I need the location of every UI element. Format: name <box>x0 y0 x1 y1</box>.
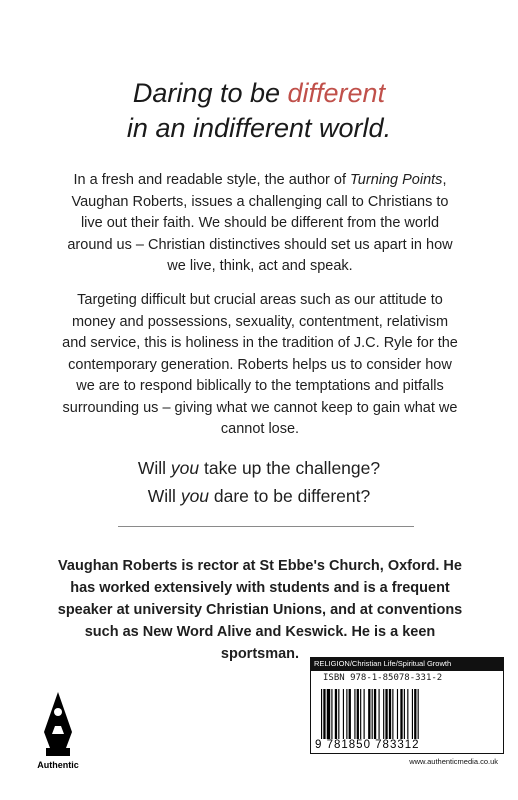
barcode-bar <box>321 689 322 741</box>
challenge-question-2: Will you dare to be different? <box>147 486 371 506</box>
barcode-bar <box>372 689 373 741</box>
barcode-bar <box>343 689 344 741</box>
tagline-line-2: in an indifferent world. <box>126 113 392 143</box>
publisher-name: Authentic <box>37 760 79 770</box>
tagline-text: Daring to be <box>132 78 288 108</box>
barcode-bar <box>412 689 413 741</box>
book-title-reference: Turning Points <box>350 172 443 188</box>
barcode-bar <box>346 689 347 741</box>
barcode-bar <box>379 689 380 741</box>
barcode-bar <box>383 689 384 741</box>
barcode-bar <box>354 689 355 741</box>
barcode-bar <box>414 689 416 741</box>
barcode-bar <box>349 689 351 741</box>
barcode-bar <box>323 689 325 741</box>
barcode-bar <box>400 689 402 741</box>
blurb-paragraph-2: Targeting difficult but crucial areas such as our attitude to money and possessions, sexuality, contentment, relativism and service, this is holiness in the tradition of J.C. Ryle for the contemporary generation. Roberts helps us to consider how we are to respond biblically to the temptations and pitfalls surrounding us – giving what we cannot keep to gain what we cannot lose. <box>62 292 458 437</box>
barcode-bar <box>397 689 398 741</box>
challenge-question-1: Will you take up the challenge? <box>137 458 381 478</box>
barcode-bar <box>331 689 332 741</box>
barcode-bar <box>327 689 330 741</box>
barcode-bar <box>392 689 393 741</box>
challenge-questions <box>0 454 518 510</box>
tagline-accent-word: different <box>287 78 386 108</box>
isbn-label: ISBN 978-1-85078-331-2 <box>310 671 504 686</box>
barcode-bar <box>404 689 405 741</box>
author-bio: Vaughan Roberts is rector at St Ebbe's Church, Oxford. He has worked extensively with students and is a frequent speaker at university Christian Unions, and at conventions such as New Word Alive and Keswick. He is a keen sportsman. <box>57 558 463 662</box>
barcode-bar <box>360 689 361 741</box>
publisher-logo <box>28 690 88 770</box>
barcode-bar <box>357 689 359 741</box>
barcode-bar <box>407 689 408 741</box>
bisac-category: RELIGION/Christian Life/Spiritual Growth <box>310 657 504 671</box>
tagline <box>0 76 518 146</box>
barcode-digits: 9 781850 783312 <box>315 739 424 751</box>
barcode-bar <box>389 689 391 741</box>
barcode-area <box>310 686 504 754</box>
barcode-bar <box>368 689 370 741</box>
tagline-line-1 <box>0 76 518 111</box>
barcode-bar <box>418 689 419 741</box>
publisher-url: www.authenticmedia.co.uk <box>409 757 498 766</box>
barcode-bar <box>335 689 337 741</box>
divider-rule <box>118 526 414 527</box>
barcode-bar <box>338 689 339 741</box>
barcode-bars <box>321 689 493 741</box>
authentic-a-logo-icon <box>28 690 88 760</box>
barcode-bar <box>374 689 376 741</box>
barcode-block <box>310 657 504 769</box>
barcode-bar <box>385 689 387 741</box>
barcode-bar <box>364 689 365 741</box>
blurb-paragraph-1: In a fresh and readable style, the author of Turning Points, Vaughan Roberts, issues a challenging call to Christians to live out their faith. We should be different from the world around us – Christian distinctives should set us apart in how we live, think, act and speak. <box>67 172 453 274</box>
